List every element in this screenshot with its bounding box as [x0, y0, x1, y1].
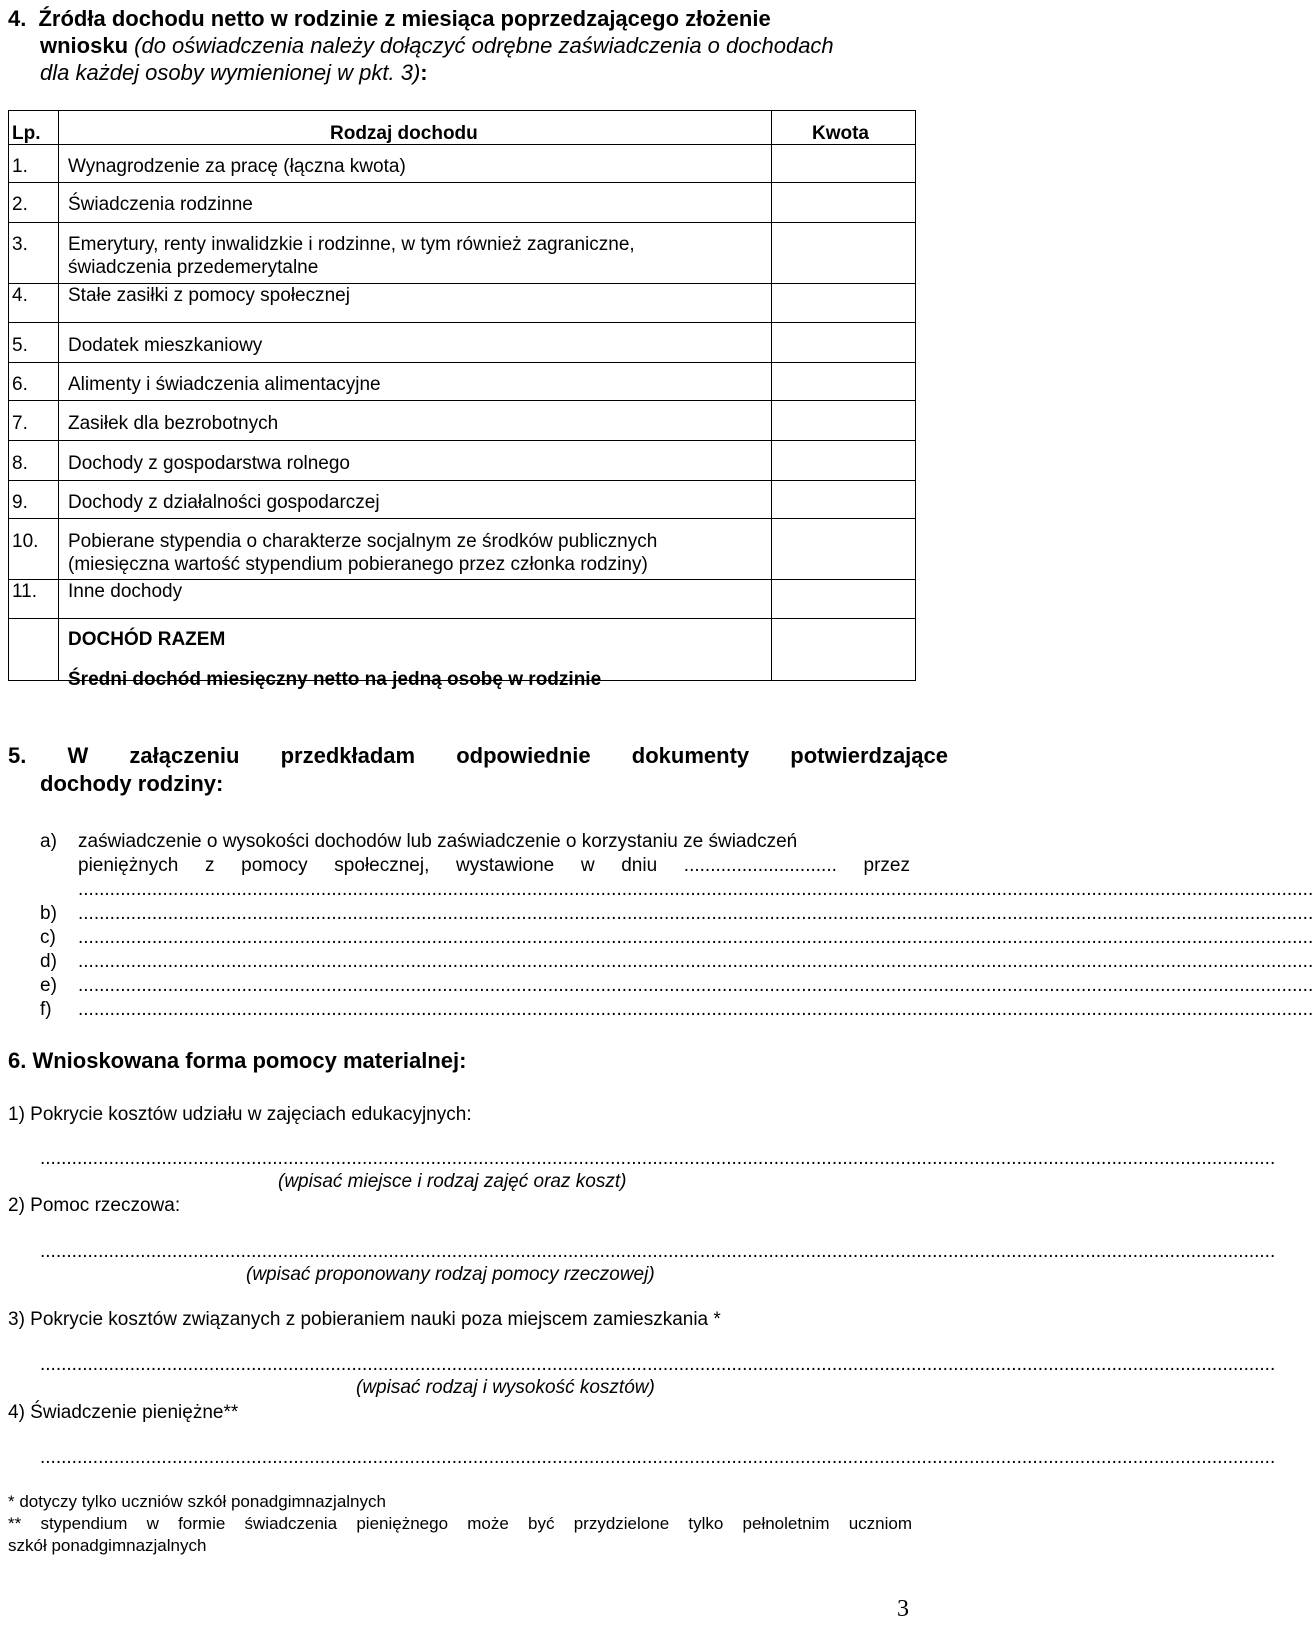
row-10-label-cont: (miesięczna wartość stypendium pobieranego przez członka rodziny): [68, 554, 648, 575]
row-11-label: Inne dochody: [68, 581, 183, 602]
row-1-label: Wynagrodzenie za pracę (łączna kwota): [68, 156, 406, 177]
row-8-num: 8.: [12, 453, 28, 474]
header-income-type: Rodzaj dochodu: [330, 123, 478, 144]
footnote-2: ** stypendium w formie świadczenia pieniężnego może być przydzielone tylko pełnoletnim uczniom: [8, 1514, 912, 1533]
attachment-f-fill[interactable]: ..........................................................................................................................................................................................................................................: [78, 999, 1313, 1020]
section4-title-line1: Źródła dochodu netto w rodzinie z miesiąca poprzedzającego złożenie: [38, 6, 771, 31]
aid-item-3-hint: (wpisać rodzaj i wysokość kosztów): [356, 1377, 655, 1398]
row-4-num: 4.: [12, 285, 28, 306]
row-7-label: Zasiłek dla bezrobotnych: [68, 413, 279, 434]
aid-item-1-hint: (wpisać miejsce i rodzaj zajęć oraz koszt): [278, 1171, 627, 1192]
aid-item-3-fill[interactable]: ..........................................................................................................................................................................................................................................: [40, 1354, 1276, 1375]
attachment-b-label: b): [40, 903, 57, 924]
row-3-label: Emerytury, renty inwalidzkie i rodzinne, w tym również zagraniczne,: [68, 234, 635, 255]
row-9-label: Dochody z działalności gospodarczej: [68, 492, 380, 513]
row-5-label: Dodatek mieszkaniowy: [68, 335, 263, 356]
footnote-1: * dotyczy tylko uczniów szkół ponadgimnazjalnych: [8, 1492, 386, 1511]
average-income-label: Średni dochód miesięczny netto na jedną osobę w rodzinie: [68, 669, 602, 690]
row-6-label: Alimenty i świadczenia alimentacyjne: [68, 374, 381, 395]
section4-number: 4.: [8, 6, 27, 31]
row-11-num: 11.: [12, 581, 38, 602]
section4-note-line1: (do oświadczenia należy dołączyć odrębne zaświadczenia o dochodach: [128, 33, 834, 58]
row-3-label-cont: świadczenia przedemerytalne: [68, 257, 319, 278]
header-amount: Kwota: [812, 123, 869, 144]
aid-item-1: 1) Pokrycie kosztów udziału w zajęciach edukacyjnych:: [8, 1104, 472, 1125]
section4-colon: :: [420, 60, 428, 85]
row-1-num: 1.: [12, 156, 28, 177]
row-10-num: 10.: [12, 531, 39, 552]
header-lp: Lp.: [12, 123, 41, 144]
income-table: [0, 0, 960, 700]
page-number: 3: [897, 1596, 909, 1622]
aid-item-1-fill[interactable]: ..........................................................................................................................................................................................................................................: [40, 1148, 1276, 1169]
row-5-num: 5.: [12, 335, 28, 356]
row-8-label: Dochody z gospodarstwa rolnego: [68, 453, 351, 474]
attachment-c-fill[interactable]: ..........................................................................................................................................................................................................................................: [78, 927, 1313, 948]
section4-note-line2: dla każdej osoby wymienionej w pkt. 3): [40, 60, 421, 85]
row-7-num: 7.: [12, 413, 28, 434]
section5-title: 5. W załączeniu przedkładam odpowiednie dokumenty potwierdzające: [8, 743, 948, 768]
attachment-a-label: a): [40, 831, 57, 852]
attachment-e-label: e): [40, 975, 57, 996]
attachment-d-fill[interactable]: ..........................................................................................................................................................................................................................................: [78, 951, 1313, 972]
aid-item-4: 4) Świadczenie pieniężne**: [8, 1402, 239, 1423]
total-income-label: DOCHÓD RAZEM: [68, 629, 226, 650]
aid-item-4-fill[interactable]: ..........................................................................................................................................................................................................................................: [40, 1447, 1276, 1468]
attachment-d-label: d): [40, 951, 57, 972]
section6-title: 6. Wnioskowana forma pomocy materialnej:: [8, 1048, 467, 1073]
footnote-2-cont: szkół ponadgimnazjalnych: [8, 1536, 207, 1555]
attachment-a-fill[interactable]: ..........................................................................................................................................................................................................................................: [78, 879, 1313, 900]
attachment-a-text: zaświadczenie o wysokości dochodów lub zaświadczenie o korzystaniu ze świadczeń: [78, 831, 798, 852]
row-10-label: Pobierane stypendia o charakterze socjalnym ze środków publicznych: [68, 531, 658, 552]
row-3-num: 3.: [12, 234, 28, 255]
aid-item-2-hint: (wpisać proponowany rodzaj pomocy rzeczowej): [246, 1264, 655, 1285]
aid-item-2-fill[interactable]: ..........................................................................................................................................................................................................................................: [40, 1241, 1276, 1262]
attachment-a-text-line2: pieniężnych z pomocy społecznej, wystawione w dniu ............................. przez: [78, 855, 910, 876]
attachment-f-label: f): [40, 999, 52, 1020]
attachment-c-label: c): [40, 927, 56, 948]
row-2-label: Świadczenia rodzinne: [68, 194, 253, 215]
row-9-num: 9.: [12, 492, 28, 513]
row-2-num: 2.: [12, 194, 28, 215]
row-6-num: 6.: [12, 374, 28, 395]
aid-item-2: 2) Pomoc rzeczowa:: [8, 1195, 181, 1216]
row-4-label: Stałe zasiłki z pomocy społecznej: [68, 285, 350, 306]
section4-title-line2: wniosku: [40, 33, 129, 58]
attachment-b-fill[interactable]: ..........................................................................................................................................................................................................................................: [78, 903, 1313, 924]
aid-item-3: 3) Pokrycie kosztów związanych z pobieraniem nauki poza miejscem zamieszkania *: [8, 1309, 721, 1330]
attachment-e-fill[interactable]: ..........................................................................................................................................................................................................................................: [78, 975, 1313, 996]
section5-title-line2: dochody rodziny:: [40, 771, 224, 796]
